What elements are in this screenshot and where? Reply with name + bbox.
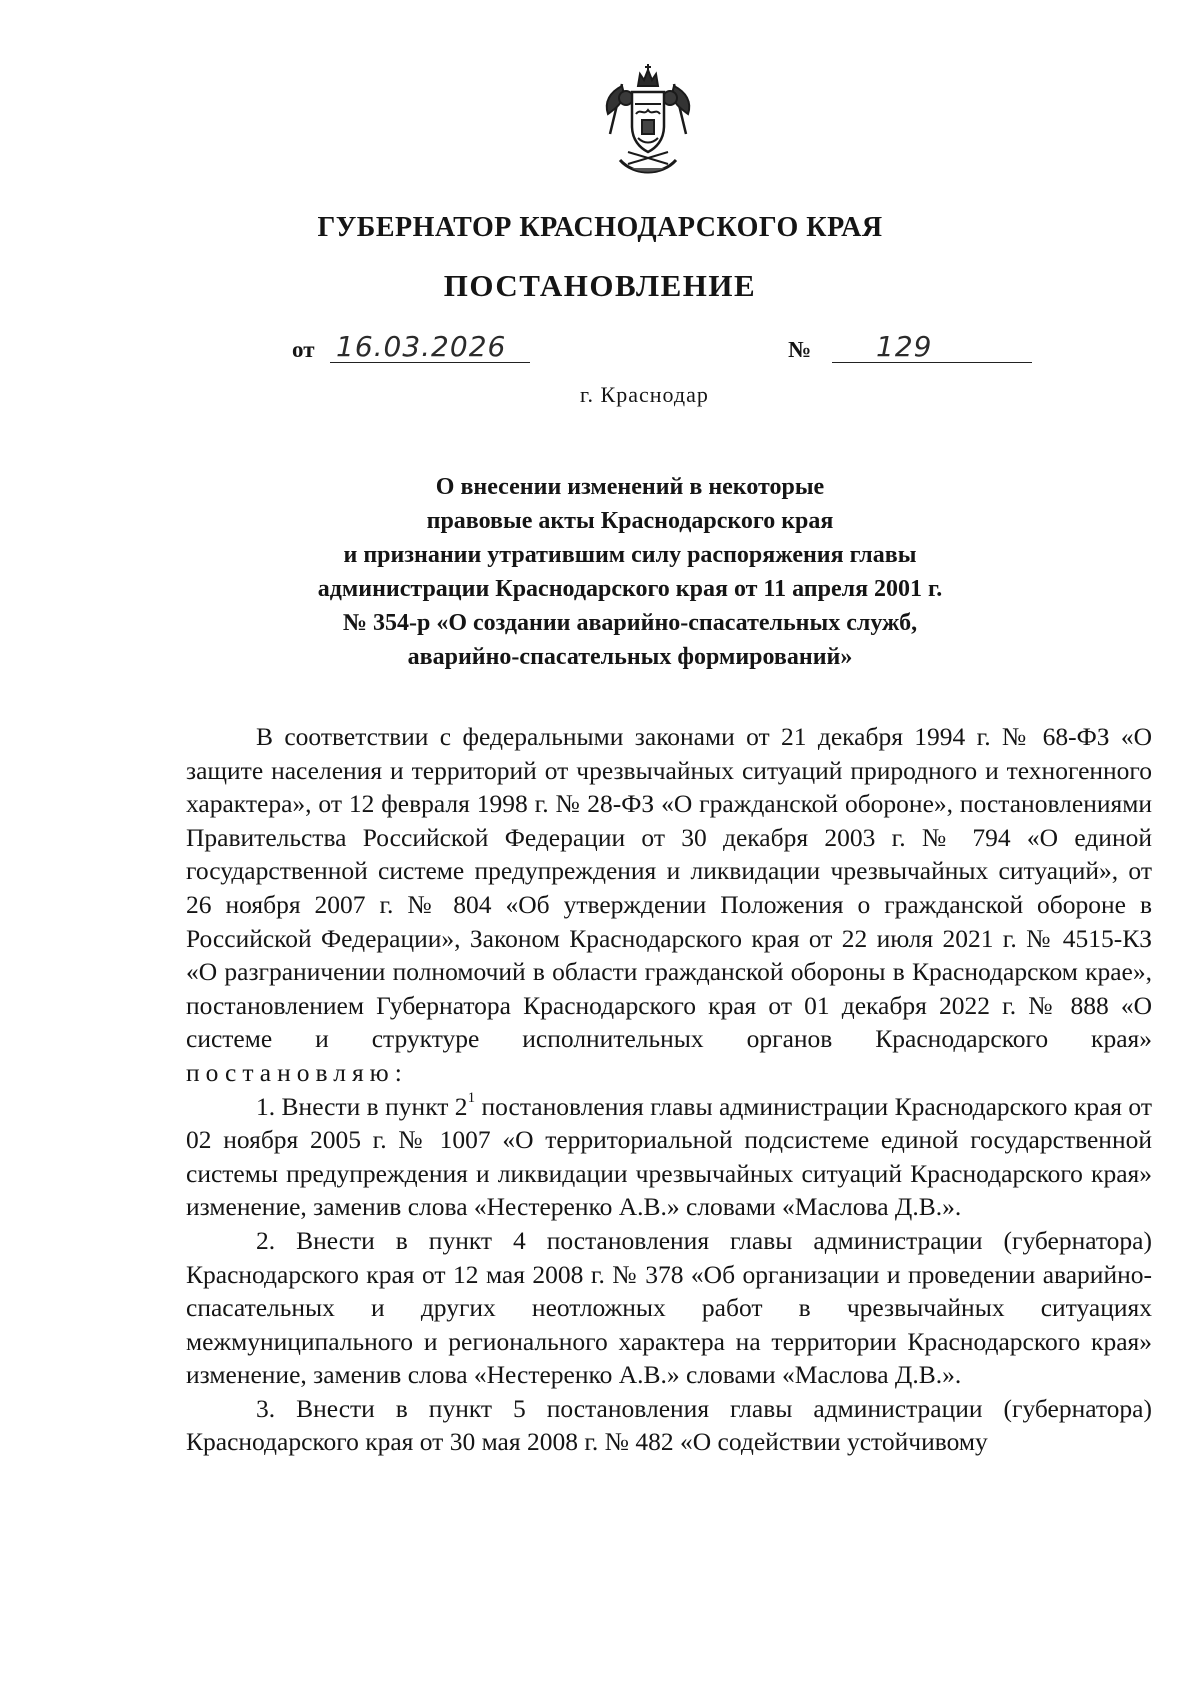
item-2-paragraph: 2. Внести в пункт 4 постановления главы администрации (губернатора) Краснодарского края от 12 мая 2008 г. № 378 «Об организации и проведении аварийно-спасательных и других неотложных работ в чрезвычайных ситуациях межмуниципального и регионального характера на территории Краснодарского края» изменение, заменив слова «Нестеренко А.В.» словами «Маслова Д.В.». xyxy=(186,1225,1152,1390)
item-3-paragraph: 3. Внести в пункт 5 постановления главы администрации (губернатора) Краснодарского края от 30 мая 2008 г. № 482 «О содействии устойчивому xyxy=(186,1393,1152,1457)
item-1-text: постановления главы администрации Краснодарского края от 02 ноября 2005 г. № 1007 «О территориальной подсистеме единой государственной системы предупреждения и ликвидации чрезвычайных ситуаций Краснодарского края» изменение, заменив слова «Нестеренко А.В.» словами «Маслова Д.В.». xyxy=(186,1091,1152,1222)
preamble-paragraph xyxy=(186,720,1152,1090)
date-label: от xyxy=(292,337,315,362)
item-1-paragraph xyxy=(186,1090,1152,1224)
handwritten-date: 16.03.2026 xyxy=(330,333,530,363)
title-line: правовые акты Краснодарского края xyxy=(426,508,834,534)
title-line: администрации Краснодарского края от 11 апреля 2001 г. xyxy=(317,576,943,602)
issuing-authority: ГУБЕРНАТОР КРАСНОДАРСКОГО КРАЯ xyxy=(317,212,883,243)
title-line: О внесении изменений в некоторые xyxy=(435,474,825,500)
title-line: аварийно-спасательных формирований» xyxy=(407,644,853,670)
item-1-start: 1. Внести в пункт 2 xyxy=(256,1091,468,1121)
title-line: и признании утратившим силу распоряжения главы xyxy=(343,542,917,568)
preamble-text: В соответствии с федеральными законами от 21 декабря 1994 г. № 68-ФЗ «О защите населения и территорий от чрезвычайных ситуаций природного и техногенного характера», от 12 февраля 1998 г. № 28-ФЗ «О гражданской обороне», постановлениями Правительства Российской Федерации от 30 декабря 2003 г. № 794 «О единой государственной системе предупреждения и ликвидации чрезвычайных ситуаций», от 26 ноября 2007 г. № 804 «Об утверждении Положения о гражданской обороне в Российской Федерации», Законом Краснодарского края от 22 июля 2021 г. № 4515-КЗ «О разграничении полномочий в области гражданской обороны в Краснодарском крае», постановлением Губернатора Краснодарского края от 01 декабря 2022 г. № 888 «О системе и структуре исполнительных органов Краснодарского края» xyxy=(186,722,1152,1054)
decree-word: постановляю: xyxy=(186,1057,408,1087)
title-line: № 354-р «О создании аварийно-спасательных служб, xyxy=(342,610,918,636)
document-title xyxy=(200,470,1060,674)
document-body xyxy=(186,720,1152,1459)
document-type: ПОСТАНОВЛЕНИЕ xyxy=(443,268,757,303)
handwritten-number: 129 xyxy=(832,333,1032,363)
krasnodar-coat-of-arms-icon xyxy=(600,64,696,180)
city-name: г. Краснодар xyxy=(580,382,709,407)
item-1-superscript: 1 xyxy=(467,1090,476,1107)
date-number-row xyxy=(292,330,1032,367)
number-label: № xyxy=(788,337,812,362)
